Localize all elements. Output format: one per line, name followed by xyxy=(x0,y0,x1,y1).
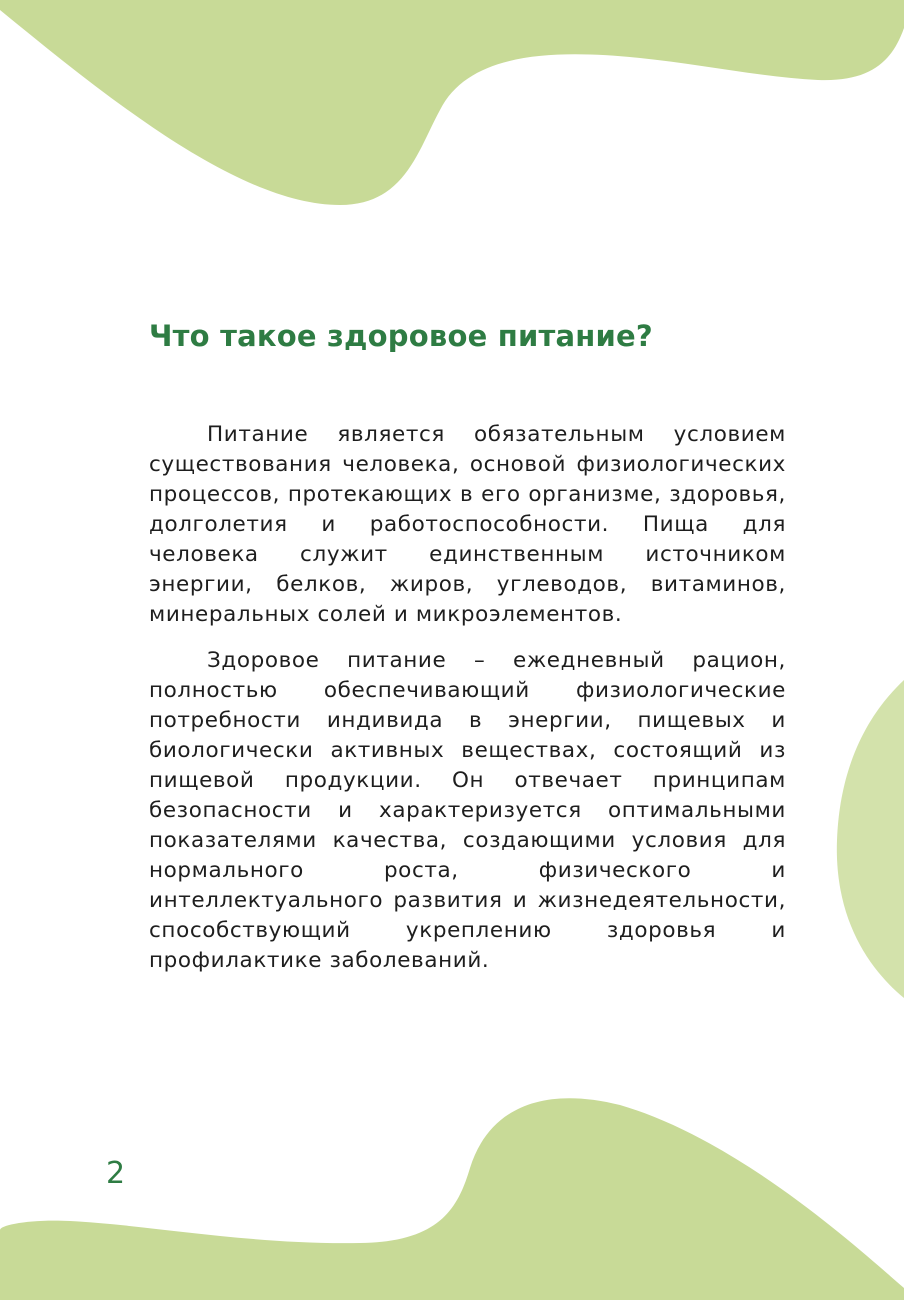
paragraph-nutrition: Питание является обязательным условием существования человека, основой физиологических процессов, протекающих в его организме, здоровья, долголетия и работоспособности. Пища для человека служит единственным источником энергии, белков, жиров, углеводов, витаминов, минеральных солей и микроэлементов. xyxy=(149,422,786,627)
page-title: Что такое здоровое питание? xyxy=(149,319,653,353)
top-green-blob xyxy=(0,0,904,205)
bottom-green-blob xyxy=(0,1098,904,1300)
page-number: 2 xyxy=(106,1156,126,1191)
right-green-blob xyxy=(837,680,904,998)
paragraph-healthy-nutrition xyxy=(149,646,786,976)
main-content xyxy=(149,310,786,976)
definition-text: – ежедневный рацион, полностью обеспечивающий физиологические потребности индивида в энергии, пищевых и биологически активных веществах, состоящий из пищевой продукции. Он отвечает принципам безопасности и характеризуется оптимальными показателями качества, создающими условия для нормального роста, физического и интеллектуального развития и жизнедеятельности, способствующий укреплению здоровья и профилактике заболеваний. xyxy=(149,648,786,973)
term-healthy-nutrition: Здоровое питание xyxy=(207,648,447,673)
